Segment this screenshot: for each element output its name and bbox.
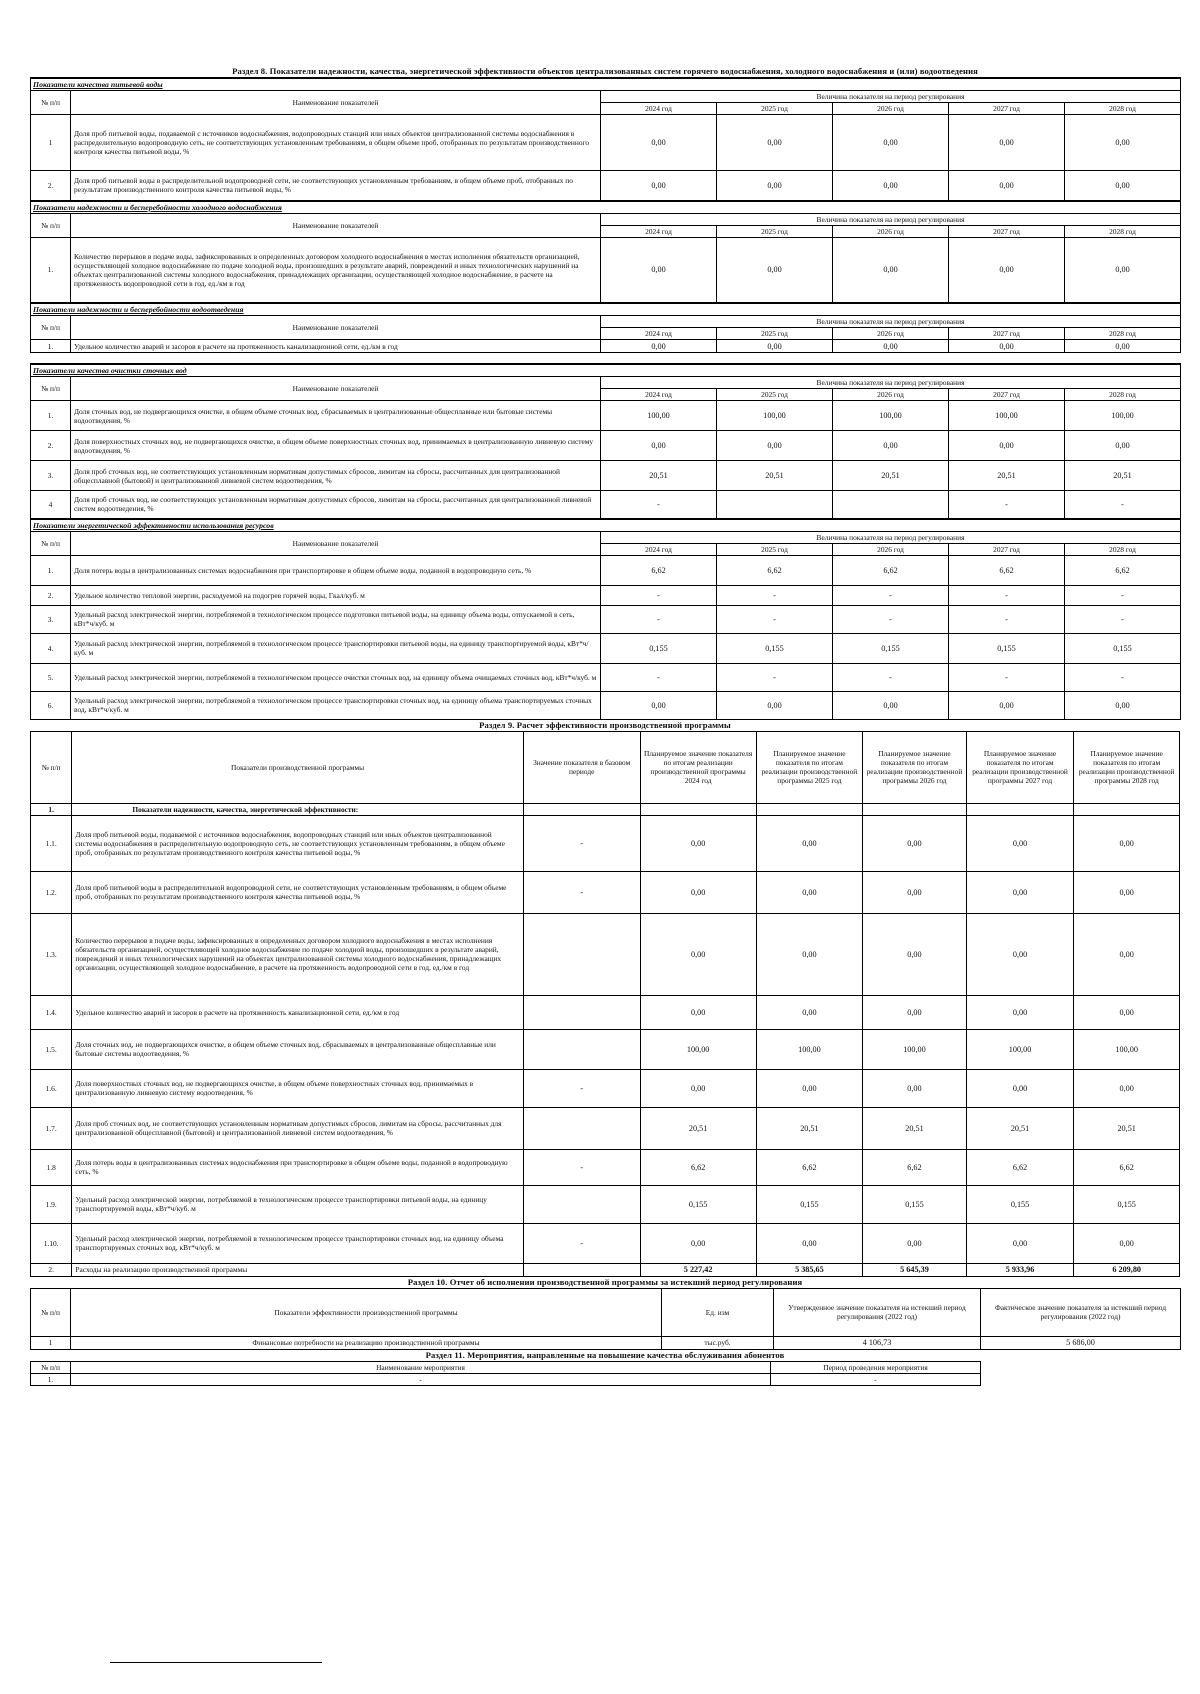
cell-value: 5 385,65 <box>756 1263 863 1276</box>
row-name: Удельный расход электрической энергии, потребляемой в технологическом процессе транспортировки питьевой воды, на единицу транспортируемой воды, кВт*ч/куб. м <box>72 1185 523 1223</box>
year-header: 2027 год <box>949 225 1065 237</box>
row-name: Удельное количество тепловой энергии, расходуемой на подогрев горячей воды, Гкал/куб. м <box>71 585 601 605</box>
cell-value: - <box>1065 491 1181 519</box>
cell-value: 0,00 <box>833 691 949 719</box>
cell-value: 0,00 <box>1074 871 1180 913</box>
cell-value: 0,00 <box>833 340 949 353</box>
col-name-header: Наименование показателей <box>71 91 601 115</box>
cell-value: 100,00 <box>949 401 1065 431</box>
cell-value: - <box>1065 663 1181 691</box>
cell-value: 0,155 <box>1065 633 1181 663</box>
cell-value: 6,62 <box>717 555 833 585</box>
year-header: 2024 год <box>601 543 717 555</box>
cell-value: 0,00 <box>601 431 717 461</box>
cell-value: 5 933,96 <box>966 1263 1074 1276</box>
table-row <box>31 1069 1180 1107</box>
cell-value: 0,00 <box>640 1069 756 1107</box>
cell-value: 6,62 <box>949 555 1065 585</box>
row-num: 1.5. <box>31 1029 72 1069</box>
cell-value: 0,00 <box>1065 171 1181 201</box>
cell-value: - <box>601 491 717 519</box>
cell-value: 0,00 <box>640 1223 756 1263</box>
year-header: 2025 год <box>717 389 833 401</box>
cell-value: - <box>833 605 949 633</box>
block-heading: Показатели качества питьевой воды <box>31 78 1181 91</box>
cell-value: 6 209,80 <box>1074 1263 1180 1276</box>
row-num: 1.9. <box>31 1185 72 1223</box>
cell-value: 20,51 <box>833 461 949 491</box>
table-row <box>31 237 1181 303</box>
cell-base <box>523 1263 640 1276</box>
cell-value: 0,00 <box>640 815 756 871</box>
row-num: 4. <box>31 633 71 663</box>
col-period-header: Величина показателя на период регулирования <box>601 316 1181 328</box>
year-header: 2024 год <box>601 103 717 115</box>
cell-value: - <box>601 663 717 691</box>
row-name: Доля сточных вод, не подвергающихся очистке, в общем объеме сточных вод, сбрасываемых в централизованные общесплавные или бытовые системы водоотведения, % <box>71 401 601 431</box>
cell-value: - <box>833 663 949 691</box>
cell-value: 6,62 <box>833 555 949 585</box>
table-row <box>31 401 1181 431</box>
cell-value: 100,00 <box>601 401 717 431</box>
year-header: 2026 год <box>833 225 949 237</box>
row-name: Удельный расход электрической энергии, потребляемой в технологическом процессе транспортировки питьевой воды, на единицу транспортируемой воды, кВт*ч/куб. м <box>71 633 601 663</box>
table-row <box>31 340 1181 353</box>
row-num: 3. <box>31 605 71 633</box>
cell-value: - <box>949 491 1065 519</box>
cell-value: 0,00 <box>601 171 717 201</box>
year-header: 2027 год <box>949 103 1065 115</box>
cell-value: 6,62 <box>601 555 717 585</box>
cell-value: 0,00 <box>601 237 717 303</box>
row-num: 2. <box>31 431 71 461</box>
cell-value: 0,155 <box>949 633 1065 663</box>
block-heading: Показатели качества очистки сточных вод <box>31 364 1181 377</box>
cell-value: 0,00 <box>949 171 1065 201</box>
cell-value: 6,62 <box>640 1149 756 1185</box>
cell-value: 0,00 <box>833 171 949 201</box>
cell-base <box>523 995 640 1029</box>
cell-value: 100,00 <box>1074 1029 1180 1069</box>
table-row <box>31 995 1180 1029</box>
cell-value: - <box>601 605 717 633</box>
spacer <box>31 353 1181 365</box>
row-num: 1. <box>31 340 71 353</box>
cell-value: 0,00 <box>601 691 717 719</box>
block-heading: Показатели надежности и бесперебойности водоотведения <box>31 303 1181 316</box>
row-num: 1.1. <box>31 815 72 871</box>
cell-value: 0,00 <box>966 871 1074 913</box>
cell-value: 6,62 <box>966 1149 1074 1185</box>
cell-value: 0,155 <box>756 1185 863 1223</box>
section-11-table <box>30 1361 981 1386</box>
row-num: 2. <box>31 171 71 201</box>
year-header: 2028 год <box>1065 543 1181 555</box>
year-header: 2025 год <box>717 328 833 340</box>
table-row <box>31 1107 1180 1149</box>
cell-value: 0,00 <box>601 115 717 171</box>
row-name: Доля проб сточных вод, не соответствующих установленным нормативам допустимых сбросов, лимитам на сбросы, рассчитанных для централизованной ливневой систем водоотведения, % <box>71 491 601 519</box>
col-name-header: Наименование показателей <box>71 531 601 555</box>
cell-value: 100,00 <box>966 1029 1074 1069</box>
row-num: 1.4. <box>31 995 72 1029</box>
row-name: Доля проб сточных вод, не соответствующих установленным нормативам допустимых сбросов, лимитам на сбросы, рассчитанных для централизованной общесплавной (бытовой) и централизованной ливневой систем водоотведения, % <box>71 461 601 491</box>
cell-value: 0,00 <box>833 237 949 303</box>
cell-value: 0,00 <box>1074 995 1180 1029</box>
col-year-header: Планируемое значение показателя по итогам реализации производственной программы 2028 год <box>1074 731 1180 803</box>
table-row <box>31 605 1181 633</box>
cell-value: 20,51 <box>1074 1107 1180 1149</box>
row-num: 6. <box>31 691 71 719</box>
cell-value: 0,00 <box>640 913 756 995</box>
col-period-header: Величина показателя на период регулирования <box>601 91 1181 103</box>
section-8-title: Раздел 8. Показатели надежности, качества, энергетической эффективности объектов централизованных систем горячего водоснабжения, холодного водоснабжения и (или) водоотведения <box>232 66 978 76</box>
block-heading: Показатели энергетической эффективности использования ресурсов <box>31 519 1181 532</box>
cell-value: 20,51 <box>1065 461 1181 491</box>
table-row <box>31 1149 1180 1185</box>
cell-value: 0,155 <box>601 633 717 663</box>
row-num: 1.7. <box>31 1107 72 1149</box>
cell-base: - <box>523 871 640 913</box>
cell-value: 0,00 <box>863 913 967 995</box>
cell-value: 20,51 <box>640 1107 756 1149</box>
cell-value: 0,00 <box>966 1069 1074 1107</box>
section-9-title: Раздел 9. Расчет эффективности производственной программы <box>479 719 731 730</box>
col-year-header: Планируемое значение показателя по итогам реализации производственной программы 2025 год <box>756 731 863 803</box>
cell-value: 20,51 <box>756 1107 863 1149</box>
row-name: Доля проб питьевой воды, подаваемой с источников водоснабжения, водопроводных станций или иных объектов централизованной системы водоснабжения в распределительную водопроводную сеть, не соответствующих установленным требованиям, в общем объеме проб, отобранных по результатам производственного контроля качества питьевой воды, % <box>72 815 523 871</box>
cell-value: 0,00 <box>863 1223 967 1263</box>
row-num: 1 <box>31 115 71 171</box>
table-row <box>31 1185 1180 1223</box>
cell-value: - <box>717 585 833 605</box>
table-row <box>31 491 1181 519</box>
col-name-header: Показатели производственной программы <box>72 731 523 803</box>
cell-value: 0,00 <box>1065 237 1181 303</box>
cell-base <box>523 1029 640 1069</box>
col-actual-header: Фактическое значение показателя за истекший период регулирования (2022 год) <box>981 1288 1181 1336</box>
col-year-header: Планируемое значение показателя по итогам реализации производственной программы 2027 год <box>966 731 1074 803</box>
cell-value: 20,51 <box>601 461 717 491</box>
cell-value: 0,00 <box>756 913 863 995</box>
row-name: Доля сточных вод, не подвергающихся очистке, в общем объеме сточных вод, сбрасываемых в централизованные общесплавные или бытовые системы водоотведения, % <box>72 1029 523 1069</box>
table-row <box>31 115 1181 171</box>
table-row <box>31 555 1181 585</box>
cell-base: - <box>523 1223 640 1263</box>
cell-base: - <box>523 815 640 871</box>
cell-base <box>523 1185 640 1223</box>
table-row <box>31 1263 1180 1276</box>
cell-value: - <box>601 585 717 605</box>
cell-value: 0,155 <box>640 1185 756 1223</box>
table-row <box>31 663 1181 691</box>
cell-value: 0,00 <box>1065 115 1181 171</box>
table-row <box>31 431 1181 461</box>
col-num-header: № п/п <box>31 91 71 115</box>
cell-value: 0,00 <box>717 171 833 201</box>
row-num: 1. <box>31 401 71 431</box>
cell-value: 0,00 <box>717 115 833 171</box>
cell-base: - <box>523 1069 640 1107</box>
row-name: Удельное количество аварий и засоров в расчете на протяженность канализационной сети, ед./км в год <box>72 995 523 1029</box>
row-num: 3. <box>31 461 71 491</box>
year-header: 2026 год <box>833 328 949 340</box>
cell-value: 0,00 <box>717 691 833 719</box>
cell-value: - <box>717 605 833 633</box>
row-num: 4 <box>31 491 71 519</box>
year-header: 2024 год <box>601 225 717 237</box>
row-num: 2. <box>31 1263 72 1276</box>
col-name-header: Наименование показателей <box>71 213 601 237</box>
col-base-header: Значение показателя в базовом периоде <box>523 731 640 803</box>
row-name: Доля проб сточных вод, не соответствующих установленным нормативам допустимых сбросов, лимитам на сбросы, рассчитанных для централизованной общесплавной (бытовой) и централизованной ливневой систем водоотведения, % <box>72 1107 523 1149</box>
col-num-header: № п/п <box>31 1361 71 1373</box>
cell-value: 0,00 <box>717 431 833 461</box>
cell-value: 0,00 <box>1074 815 1180 871</box>
cell-value: 0,00 <box>1065 340 1181 353</box>
col-year-header: Планируемое значение показателя по итогам реализации производственной программы 2026 год <box>863 731 967 803</box>
cell-value: 100,00 <box>717 401 833 431</box>
cell-value: 0,00 <box>601 340 717 353</box>
cell-value: 0,00 <box>863 815 967 871</box>
table-row <box>31 585 1181 605</box>
cell-value: 100,00 <box>640 1029 756 1069</box>
cell-value: 0,00 <box>863 871 967 913</box>
row-name: Удельный расход электрической энергии, потребляемой в технологическом процессе транспортировки сточных вод, на единицу объема транспортируемых сточных вод, кВт*ч/куб. м <box>71 691 601 719</box>
cell-value: 0,00 <box>640 871 756 913</box>
cell-value: 6,62 <box>863 1149 967 1185</box>
cell-value: 0,00 <box>863 995 967 1029</box>
year-header: 2028 год <box>1065 103 1181 115</box>
cell-value: 0,00 <box>949 431 1065 461</box>
cell-value: 0,00 <box>756 1223 863 1263</box>
year-header: 2027 год <box>949 543 1065 555</box>
row-name: Доля потерь воды в централизованных системах водоснабжения при транспортировке в общем объеме воды, поданной в водопроводную сеть, % <box>71 555 601 585</box>
cell-value: 0,00 <box>966 995 1074 1029</box>
cell-value: 0,00 <box>1074 1069 1180 1107</box>
cell-base <box>523 913 640 995</box>
cell-value: - <box>717 663 833 691</box>
col-num-header: № п/п <box>31 531 71 555</box>
table-row <box>31 633 1181 663</box>
row-name: Удельное количество аварий и засоров в расчете на протяженность канализационной сети, ед./км в год <box>71 340 601 353</box>
cell-value: 100,00 <box>1065 401 1181 431</box>
table-row <box>31 815 1180 871</box>
cell-value: 100,00 <box>833 401 949 431</box>
cell-value: 6,62 <box>756 1149 863 1185</box>
cell-value: - <box>1065 605 1181 633</box>
col-num-header: № п/п <box>31 731 72 803</box>
row-num: 1.8 <box>31 1149 72 1185</box>
row-num: 1. <box>31 1373 71 1385</box>
row-num: 2. <box>31 585 71 605</box>
section-8-table <box>30 77 1181 720</box>
col-period-header: Величина показателя на период регулирования <box>601 531 1181 543</box>
row-unit: тыс.руб. <box>662 1336 774 1349</box>
row-name: Доля проб питьевой воды в распределительной водопроводной сети, не соответствующих установленным требованиям, в общем объеме проб, отобранных по результатам производственного контроля качества питьевой воды, % <box>72 871 523 913</box>
row-name: Доля потерь воды в централизованных системах водоснабжения при транспортировке в общем объеме воды, поданной в водопроводную сеть, % <box>72 1149 523 1185</box>
col-name-header: Наименование показателей <box>71 377 601 401</box>
cell-value: 0,00 <box>949 115 1065 171</box>
group-name: Показатели надежности, качества, энергетической эффективности: <box>72 803 523 815</box>
row-name: Доля поверхностных сточных вод, не подвергающихся очистке, в общем объеме поверхностных сточных вод, принимаемых в централизованную ливневую систему водоотведения, % <box>72 1069 523 1107</box>
cell-value: 0,00 <box>1065 691 1181 719</box>
cell-value: 0,155 <box>863 1185 967 1223</box>
row-num: 1.10. <box>31 1223 72 1263</box>
cell-value: 20,51 <box>966 1107 1074 1149</box>
year-header: 2025 год <box>717 103 833 115</box>
table-row <box>31 1223 1180 1263</box>
year-header: 2025 год <box>717 225 833 237</box>
row-name: Удельный расход электрической энергии, потребляемой в технологическом процессе очистки сточных вод, на единицу объема очищаемых сточных вод, кВт*ч/куб. м <box>71 663 601 691</box>
cell-value: 0,00 <box>756 1069 863 1107</box>
row-name: Удельный расход электрической энергии, потребляемой в технологическом процессе подготовки питьевой воды, на единицу объема воды, отпускаемой в сеть, кВт*ч/куб. м <box>71 605 601 633</box>
section-10-table <box>30 1288 1181 1350</box>
cell-value: 20,51 <box>863 1107 967 1149</box>
year-header: 2028 год <box>1065 225 1181 237</box>
cell-value: 0,00 <box>756 995 863 1029</box>
table-row <box>31 461 1181 491</box>
col-name-header: Наименование показателей <box>71 316 601 340</box>
section-9-table <box>30 731 1180 1277</box>
table-row <box>31 691 1181 719</box>
cell-value: 0,00 <box>966 1223 1074 1263</box>
cell-value: - <box>949 605 1065 633</box>
document-page <box>30 66 1180 1386</box>
cell-value: 0,00 <box>966 913 1074 995</box>
table-row <box>31 871 1180 913</box>
col-period-header: Величина показателя на период регулирования <box>601 377 1181 389</box>
section-10-title: Раздел 10. Отчет об исполнении производственной программы за истекший период регулирования <box>407 1276 803 1287</box>
cell-value: 0,00 <box>833 431 949 461</box>
row-name: Расходы на реализацию производственной программы <box>72 1263 523 1276</box>
table-row <box>31 913 1180 995</box>
row-num: 1.6. <box>31 1069 72 1107</box>
cell-value: 20,51 <box>949 461 1065 491</box>
col-name-header: Показатели эффективности производственной программы <box>71 1288 662 1336</box>
col-year-header: Планируемое значение показателя по итогам реализации производственной программы 2024 год <box>640 731 756 803</box>
cell-actual: 5 686,00 <box>981 1336 1181 1349</box>
col-num-header: № п/п <box>31 377 71 401</box>
col-name-header: Наименование мероприятия <box>71 1361 771 1373</box>
col-approved-header: Утвержденное значение показателя на истекший период регулирования (2022 год) <box>774 1288 981 1336</box>
cell-value: 0,00 <box>833 115 949 171</box>
cell-value: 0,00 <box>949 691 1065 719</box>
row-name: Количество перерывов в подаче воды, зафиксированных в определенных договором холодного водоснабжения в местах исполнения обязательств организацией, осуществляющей холодное водоснабжение по подаче холодной воды, произошедших в результате аварий, повреждений и иных технологических нарушений на объектах централизованной системы холодного водоснабжения, принадлежащих организации, осуществляющей холодное водоснабжение, в расчете на протяженность водопроводной сети в год, ед./км в год <box>72 913 523 995</box>
row-num: 5. <box>31 663 71 691</box>
cell-value: 0,155 <box>1074 1185 1180 1223</box>
cell-value: 0,00 <box>1065 431 1181 461</box>
cell-value: 100,00 <box>756 1029 863 1069</box>
row-name: Доля проб питьевой воды в распределительной водопроводной сети, не соответствующих установленным требованиям, в общем объеме проб, отобранных по результатам производственного контроля качества питьевой воды, % <box>71 171 601 201</box>
col-num-header: № п/п <box>31 1288 71 1336</box>
row-name: Количество перерывов в подаче воды, зафиксированных в определенных договором холодного водоснабжения в местах исполнения обязательств организацией, осуществляющей холодное водоснабжение по подаче холодной воды, произошедших в результате аварий, повреждений и иных технологических нарушений на объектах централизованной системы холодного водоснабжения, принадлежащих организации, осуществляющей холодное водоснабжение, в расчете на протяженность водопроводной сети в год, ед./км в год <box>71 237 601 303</box>
col-period-header: Величина показателя на период регулирования <box>601 213 1181 225</box>
col-unit-header: Ед. изм <box>662 1288 774 1336</box>
row-name: Финансовые потребности на реализацию производственной программы <box>71 1336 662 1349</box>
table-row <box>31 1373 981 1385</box>
year-header: 2026 год <box>833 543 949 555</box>
group-num: 1. <box>31 803 72 815</box>
cell-value: 0,155 <box>717 633 833 663</box>
footer-rule <box>110 1662 322 1663</box>
cell-value: 0,155 <box>966 1185 1074 1223</box>
row-name: Доля поверхностных сточных вод, не подвергающихся очистке, в общем объеме поверхностных сточных вод, принимаемых в централизованную ливневую систему водоотведения, % <box>71 431 601 461</box>
cell-base: - <box>523 1149 640 1185</box>
cell-value: 0,00 <box>756 871 863 913</box>
year-header: 2026 год <box>833 389 949 401</box>
row-name: Удельный расход электрической энергии, потребляемой в технологическом процессе транспортировки сточных вод, на единицу объема транспортируемых сточных вод, кВт*ч/куб. м <box>72 1223 523 1263</box>
section-11-title: Раздел 11. Мероприятия, направленные на повышение качества обслуживания абонентов <box>425 1349 785 1360</box>
table-row <box>31 1336 1181 1349</box>
row-name: Доля проб питьевой воды, подаваемой с источников водоснабжения, водопроводных станций или иных объектов централизованной системы водоснабжения в распределительную водопроводную сеть, не соответствующих установленным требованиям, в общем объеме проб, отобранных по результатам производственного контроля качества питьевой воды, % <box>71 115 601 171</box>
cell-value: 5 227,42 <box>640 1263 756 1276</box>
table-row <box>31 1029 1180 1069</box>
year-header: 2027 год <box>949 389 1065 401</box>
year-header: 2027 год <box>949 328 1065 340</box>
row-name: - <box>71 1373 771 1385</box>
cell-value: 0,00 <box>1074 1223 1180 1263</box>
row-num: 1. <box>31 555 71 585</box>
row-num: 1. <box>31 237 71 303</box>
row-period: - <box>771 1373 981 1385</box>
year-header: 2028 год <box>1065 328 1181 340</box>
col-num-header: № п/п <box>31 316 71 340</box>
cell-value <box>833 491 949 519</box>
cell-value: 0,00 <box>966 815 1074 871</box>
cell-value: 0,00 <box>1074 913 1180 995</box>
cell-value: 0,00 <box>640 995 756 1029</box>
cell-value: 0,00 <box>949 237 1065 303</box>
cell-value: 6,62 <box>1065 555 1181 585</box>
cell-value: 5 645,39 <box>863 1263 967 1276</box>
block-heading: Показатели надежности и бесперебойности холодного водоснабжения <box>31 201 1181 214</box>
year-header: 2024 год <box>601 328 717 340</box>
row-num: 1.2. <box>31 871 72 913</box>
cell-value: 0,155 <box>833 633 949 663</box>
col-num-header: № п/п <box>31 213 71 237</box>
cell-approved: 4 106,73 <box>774 1336 981 1349</box>
row-num: 1.3. <box>31 913 72 995</box>
row-num: 1 <box>31 1336 71 1349</box>
cell-value: - <box>833 585 949 605</box>
cell-value: - <box>949 663 1065 691</box>
col-period-header: Период проведения мероприятия <box>771 1361 981 1373</box>
cell-value: 0,00 <box>717 340 833 353</box>
year-header: 2024 год <box>601 389 717 401</box>
cell-base <box>523 1107 640 1149</box>
cell-value: 0,00 <box>863 1069 967 1107</box>
year-header: 2025 год <box>717 543 833 555</box>
year-header: 2028 год <box>1065 389 1181 401</box>
year-header: 2026 год <box>833 103 949 115</box>
cell-value: 6,62 <box>1074 1149 1180 1185</box>
cell-value: - <box>1065 585 1181 605</box>
cell-value: 100,00 <box>863 1029 967 1069</box>
cell-value: 20,51 <box>717 461 833 491</box>
cell-value: 0,00 <box>949 340 1065 353</box>
table-row <box>31 171 1181 201</box>
cell-value <box>717 491 833 519</box>
cell-value: 0,00 <box>717 237 833 303</box>
cell-value: 0,00 <box>756 815 863 871</box>
cell-value: - <box>949 585 1065 605</box>
